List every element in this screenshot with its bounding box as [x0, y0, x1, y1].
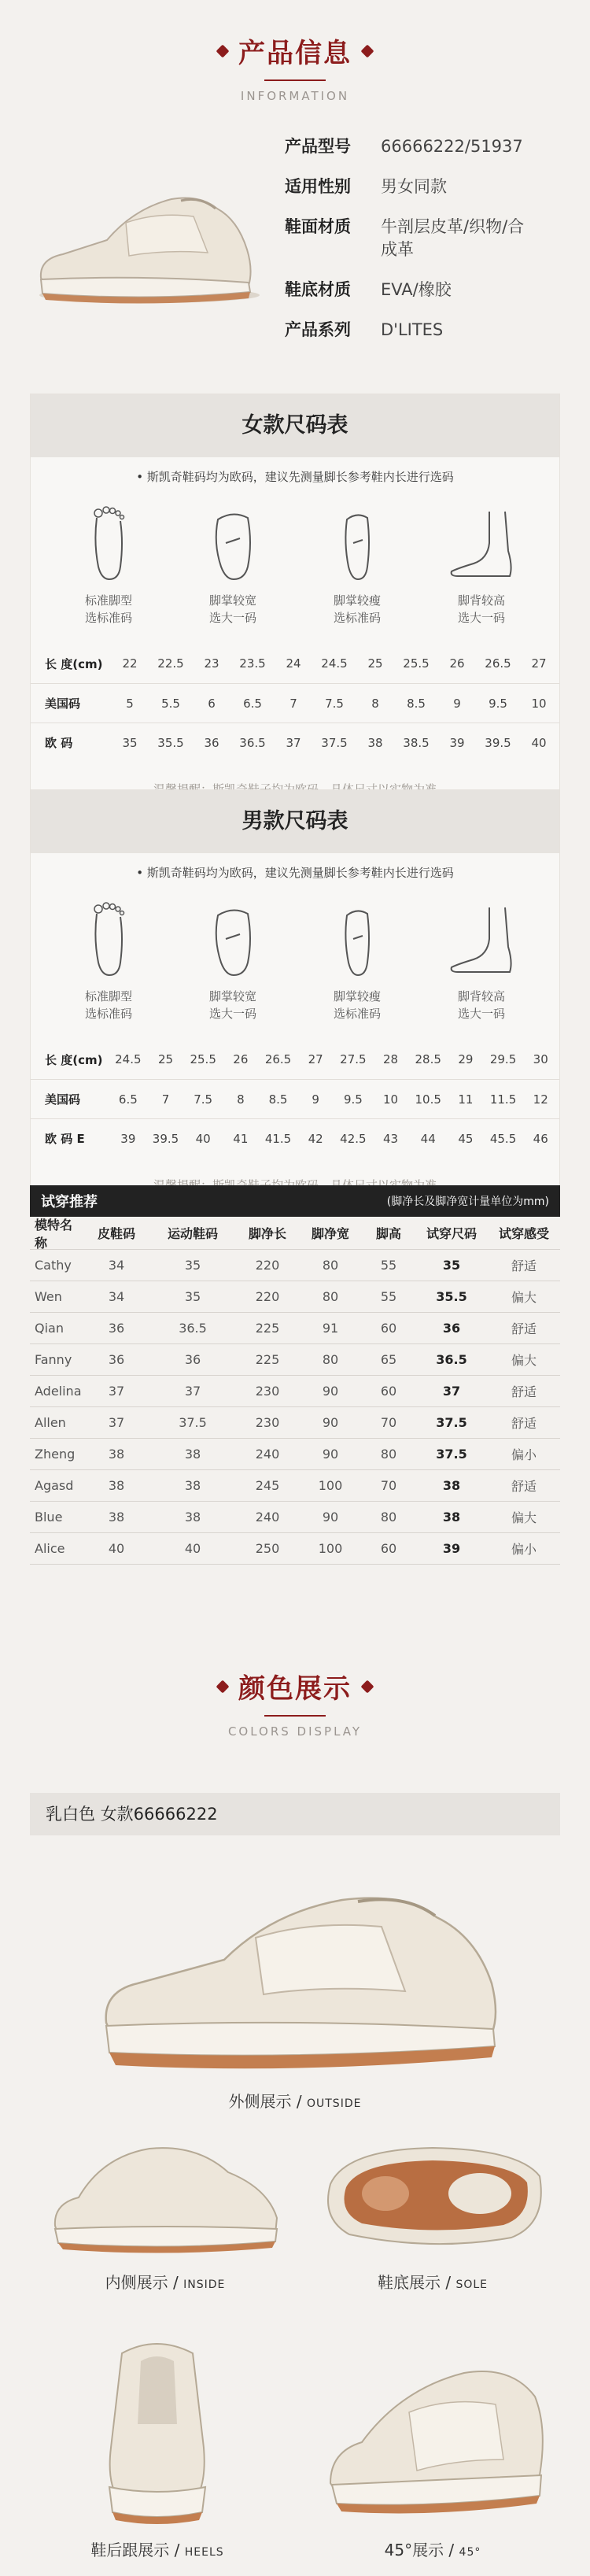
fitting-header: [30, 1185, 560, 1217]
table-row: [30, 1313, 560, 1344]
size-cell: 37: [286, 735, 301, 750]
size-cell: 39.5: [152, 1131, 179, 1146]
size-cell: 26: [233, 1052, 249, 1066]
view-caption: 内侧展示 /: [105, 2273, 184, 2292]
table-cell: 240: [255, 1510, 280, 1525]
table-cell: 245: [255, 1478, 280, 1493]
size-cell: 12: [533, 1092, 548, 1107]
men-size-panel: [30, 789, 560, 1214]
view-sole: [315, 2137, 551, 2293]
table-cell: 100: [318, 1478, 343, 1493]
table-cell: 35.5: [436, 1289, 467, 1304]
table-cell: 90: [322, 1447, 339, 1462]
size-cell: 7.5: [325, 696, 344, 711]
info-value: 牛剖层皮革/织物/合成革: [381, 217, 525, 259]
size-cell: 7.5: [194, 1092, 213, 1107]
product-info-table: [285, 135, 568, 359]
info-value: 66666222/51937: [381, 137, 523, 156]
size-cell: 27: [308, 1052, 323, 1066]
table-cell: 70: [380, 1478, 397, 1493]
table-cell: 225: [255, 1321, 280, 1336]
table-cell: 90: [322, 1384, 339, 1399]
table-cell: 37.5: [436, 1447, 467, 1462]
size-row-label: 欧 码 E: [45, 1132, 85, 1146]
size-cell: 24.5: [115, 1052, 142, 1066]
size-row-eu: [31, 723, 559, 762]
diamond-icon: [216, 44, 230, 57]
size-cell: 35: [122, 735, 138, 750]
size-cell: 26.5: [485, 656, 511, 671]
table-cell: 38: [108, 1447, 125, 1462]
table-cell: 55: [380, 1289, 397, 1304]
column-header: 试穿感受: [498, 1226, 549, 1241]
foot-high-arch-icon: [442, 900, 521, 978]
size-row-label: 长 度(cm): [45, 656, 103, 671]
table-cell: 35: [184, 1289, 201, 1304]
table-cell: 39: [442, 1541, 461, 1556]
size-cell: 42: [308, 1131, 323, 1146]
size-cell: 36: [204, 735, 219, 750]
table-cell: 36.5: [436, 1352, 467, 1367]
table-cell: 37: [108, 1415, 125, 1430]
size-cell: 40: [531, 735, 547, 750]
table-cell: 80: [322, 1258, 339, 1273]
size-cell: 30: [533, 1052, 548, 1066]
diamond-icon: [216, 1680, 230, 1693]
fitting-title: 试穿推荐: [41, 1194, 98, 1210]
size-row-length: [31, 1040, 559, 1079]
table-cell: 舒适: [511, 1416, 537, 1431]
size-cell: 8.5: [268, 1092, 288, 1107]
size-cell: 6: [208, 696, 216, 711]
diamond-icon: [361, 1680, 374, 1693]
table-cell: 37.5: [179, 1415, 207, 1430]
table-cell: 38: [184, 1510, 201, 1525]
size-row-us: [31, 683, 559, 723]
table-cell: 38: [184, 1478, 201, 1493]
size-row-label: 美国码: [45, 1092, 81, 1107]
size-cell: 44: [420, 1131, 436, 1146]
size-cell: 29.5: [489, 1052, 517, 1066]
table-cell: 225: [255, 1352, 280, 1367]
table-cell: 34: [108, 1258, 125, 1273]
size-cell: 5.5: [161, 696, 180, 711]
size-cell: 36.5: [239, 735, 266, 750]
size-cell: 41.5: [264, 1131, 292, 1146]
size-cell: 6.5: [118, 1092, 138, 1107]
size-cell: 7: [289, 696, 297, 711]
size-cell: 40: [195, 1131, 211, 1146]
table-cell: 37: [184, 1384, 201, 1399]
size-cell: 9: [312, 1092, 319, 1107]
table-row: [30, 1281, 560, 1313]
size-cell: 42.5: [340, 1131, 367, 1146]
table-cell: 偏大: [511, 1290, 537, 1305]
table-row: [30, 1439, 560, 1470]
foot-caption: 选大一码: [208, 1007, 256, 1021]
table-row: [30, 1533, 560, 1565]
table-cell: 60: [380, 1541, 397, 1556]
table-cell: Zheng: [35, 1447, 76, 1462]
view-caption-en: 45°: [459, 2546, 481, 2559]
foot-standard-icon: [81, 504, 136, 582]
info-value: D'LITES: [381, 320, 444, 339]
table-cell: 36: [442, 1321, 461, 1336]
table-cell: 37.5: [436, 1415, 467, 1430]
size-cell: 9.5: [489, 696, 507, 711]
size-cell: 25: [367, 656, 383, 671]
table-cell: 36: [184, 1352, 201, 1367]
table-cell: 240: [255, 1447, 280, 1462]
info-label: 产品型号: [285, 137, 351, 156]
table-cell: 35: [184, 1258, 201, 1273]
table-cell: 60: [380, 1384, 397, 1399]
size-cell: 28.5: [415, 1052, 441, 1066]
foot-wide-icon: [205, 504, 260, 582]
table-cell: Adelina: [35, 1384, 82, 1399]
shoe-sole-image: [315, 2137, 551, 2259]
size-cells: [109, 656, 559, 671]
size-row-length: [31, 644, 559, 683]
table-cell: 35: [442, 1258, 461, 1273]
table-cell: Wen: [35, 1289, 62, 1304]
size-cell: 8: [237, 1092, 245, 1107]
size-cell: 38.5: [403, 735, 430, 750]
info-row-model: [285, 135, 568, 158]
size-cell: 27.5: [340, 1052, 367, 1066]
info-value: 男女同款: [381, 177, 447, 196]
size-cell: 25.5: [403, 656, 430, 671]
size-cell: 25: [157, 1052, 174, 1066]
table-cell: 230: [255, 1415, 280, 1430]
size-cell: 45.5: [489, 1131, 517, 1146]
size-cell: 24.5: [321, 656, 348, 671]
size-row-eu: [31, 1118, 559, 1158]
foot-narrow-icon: [330, 504, 385, 582]
view-caption-en: SOLE: [455, 2278, 488, 2291]
table-cell: 80: [380, 1510, 397, 1525]
size-cells: [109, 697, 559, 711]
view-outside: [75, 1865, 515, 2112]
foot-caption: 脚掌较瘦: [333, 593, 381, 608]
table-cell: 舒适: [511, 1479, 537, 1494]
foot-types: [31, 485, 559, 626]
foot-caption: 脚掌较宽: [208, 989, 256, 1003]
table-cell: 250: [255, 1541, 280, 1556]
foot-narrow-icon: [330, 900, 385, 978]
size-cell: 5: [126, 696, 134, 711]
table-cell: 偏大: [511, 1510, 537, 1525]
foot-caption: 标准脚型: [84, 989, 132, 1003]
foot-types: [31, 881, 559, 1022]
size-cell: 26.5: [264, 1052, 292, 1066]
foot-caption: 脚背较高: [457, 593, 505, 608]
table-cell: 37: [108, 1384, 125, 1399]
table-row: [30, 1250, 560, 1281]
size-cell: 38: [367, 735, 383, 750]
table-cell: 40: [108, 1541, 125, 1556]
table-cell: Fanny: [35, 1352, 72, 1367]
size-cell: 23: [204, 656, 219, 671]
foot-caption: 选大一码: [208, 611, 256, 625]
size-note: • 斯凯奇鞋码均为欧码，建议先测量脚长参考鞋内长进行选码: [136, 470, 454, 484]
table-cell: 偏小: [511, 1542, 537, 1557]
table-cell: Alice: [35, 1541, 65, 1556]
table-cell: 70: [380, 1415, 397, 1430]
size-row-label: 欧 码: [45, 736, 73, 750]
table-cell: 80: [322, 1289, 339, 1304]
shoe-angle-image: [315, 2341, 551, 2526]
table-row: [30, 1344, 560, 1376]
size-cells: [109, 1132, 559, 1146]
size-row-label: 美国码: [45, 697, 81, 711]
table-cell: 91: [322, 1321, 339, 1336]
size-cell: 9.5: [343, 1092, 363, 1107]
table-cell: 34: [108, 1289, 125, 1304]
women-size-grid: [31, 644, 559, 762]
size-cell: 10: [531, 696, 547, 711]
color-title: 颜色展示: [238, 1673, 352, 1705]
size-row-label: 长 度(cm): [45, 1052, 103, 1067]
men-size-title: 男款尺码表: [31, 790, 559, 853]
table-cell: 38: [108, 1510, 125, 1525]
table-cell: Blue: [35, 1510, 63, 1525]
size-cells: [109, 1052, 559, 1066]
view-caption-en: INSIDE: [183, 2278, 226, 2291]
info-label: 产品系列: [285, 320, 351, 339]
table-cell: 偏大: [511, 1353, 537, 1368]
table-cell: 40: [184, 1541, 201, 1556]
size-note: • 斯凯奇鞋码均为欧码，建议先测量脚长参考鞋内长进行选码: [136, 866, 454, 880]
info-row-upper: [285, 216, 568, 261]
table-cell: 80: [322, 1352, 339, 1367]
size-cell: 25.5: [190, 1052, 216, 1066]
size-cell: 35.5: [157, 735, 184, 750]
shoe-inside-image: [47, 2125, 283, 2259]
size-cells: [109, 736, 559, 750]
size-cell: 28: [382, 1052, 399, 1066]
fitting-table: [30, 1185, 560, 1565]
size-cell: 23.5: [239, 656, 266, 671]
size-cell: 29: [458, 1052, 474, 1066]
table-row: [30, 1407, 560, 1439]
shoe-hero-image: [31, 177, 260, 311]
foot-caption: 选大一码: [457, 611, 505, 625]
info-label: 鞋面材质: [285, 217, 351, 236]
column-header: 脚净长: [248, 1226, 286, 1241]
info-row-gender: [285, 176, 568, 198]
size-cell: 11: [458, 1092, 474, 1107]
table-cell: 220: [255, 1289, 280, 1304]
table-cell: 65: [380, 1352, 397, 1367]
size-cell: 45: [458, 1131, 474, 1146]
size-cell: 24: [286, 656, 301, 671]
table-cell: Agasd: [35, 1478, 74, 1493]
men-size-grid: [31, 1040, 559, 1158]
shoe-heels-image: [75, 2330, 240, 2526]
column-header: 试穿尺码: [426, 1226, 477, 1241]
foot-caption: 选标准码: [84, 611, 132, 625]
size-cells: [109, 1092, 559, 1107]
title-divider: [264, 1715, 326, 1717]
table-cell: 舒适: [511, 1321, 537, 1336]
foot-type-narrow: [302, 900, 412, 1022]
size-cell: 8: [371, 696, 379, 711]
size-cell: 27: [531, 656, 547, 671]
table-cell: 37: [442, 1384, 461, 1399]
size-cell: 26: [449, 656, 465, 671]
table-cell: 60: [380, 1321, 397, 1336]
table-cell: Allen: [35, 1415, 66, 1430]
foot-type-standard: [53, 504, 164, 626]
foot-wide-icon: [205, 900, 260, 978]
size-cell: 43: [382, 1131, 399, 1146]
table-cell: 100: [318, 1541, 343, 1556]
fitting-note: (脚净长及脚净宽计量单位为mm): [386, 1196, 549, 1208]
table-cell: 舒适: [511, 1384, 537, 1399]
size-cell: 11.5: [489, 1092, 517, 1107]
size-cell: 10.5: [415, 1092, 441, 1107]
fitting-rows: [30, 1250, 560, 1565]
foot-caption: 选标准码: [333, 1007, 381, 1021]
foot-caption: 脚背较高: [457, 989, 505, 1003]
foot-caption: 脚掌较宽: [208, 593, 256, 608]
info-value: EVA/橡胶: [381, 280, 452, 299]
size-cell: 7: [161, 1092, 170, 1107]
fitting-columns: [30, 1217, 560, 1250]
table-cell: 90: [322, 1510, 339, 1525]
info-row-series: [285, 319, 568, 342]
shoe-outside-image: [75, 1865, 515, 2078]
foot-type-high-arch: [426, 900, 537, 1022]
table-cell: Qian: [35, 1321, 64, 1336]
table-row: [30, 1376, 560, 1407]
view-caption: 45°展示 /: [384, 2541, 459, 2559]
info-label: 适用性别: [285, 177, 351, 196]
color-section-title: [0, 1667, 590, 1739]
info-label: 鞋底材质: [285, 280, 351, 299]
size-cell: 41: [233, 1131, 249, 1146]
size-cell: 9: [453, 696, 461, 711]
size-cell: 39: [120, 1131, 136, 1146]
view-angle: [315, 2341, 551, 2560]
foot-type-wide: [178, 504, 288, 626]
info-row-sole: [285, 279, 568, 301]
table-cell: 36: [108, 1352, 125, 1367]
size-cell: 22: [122, 656, 138, 671]
foot-standard-icon: [81, 900, 136, 978]
women-size-title: 女款尺码表: [31, 394, 559, 457]
table-cell: 55: [380, 1258, 397, 1273]
foot-type-wide: [178, 900, 288, 1022]
table-cell: 38: [108, 1478, 125, 1493]
color-subtitle: COLORS DISPLAY: [227, 1724, 363, 1739]
table-cell: 230: [255, 1384, 280, 1399]
size-cell: 39: [449, 735, 465, 750]
table-cell: 36.5: [179, 1321, 207, 1336]
table-cell: Cathy: [35, 1258, 72, 1273]
column-header: 模特名称: [35, 1217, 73, 1251]
view-caption: 鞋底展示 /: [377, 2273, 456, 2292]
info-subtitle: INFORMATION: [240, 89, 350, 103]
size-cell: 6.5: [243, 696, 262, 711]
size-cell: 39.5: [485, 735, 511, 750]
foot-caption: 选标准码: [333, 611, 381, 625]
foot-type-narrow: [302, 504, 412, 626]
column-header: 脚净宽: [311, 1226, 349, 1241]
table-row: [30, 1470, 560, 1502]
table-cell: 38: [184, 1447, 201, 1462]
column-header: 运动鞋码: [167, 1226, 218, 1241]
table-cell: 38: [442, 1510, 461, 1525]
info-section-title: [0, 31, 590, 103]
view-caption-en: OUTSIDE: [306, 2097, 362, 2110]
size-cell: 8.5: [407, 696, 426, 711]
foot-caption: 标准脚型: [84, 593, 132, 608]
size-cell: 22.5: [157, 656, 184, 671]
women-size-panel: [30, 394, 560, 819]
column-header: 皮鞋码: [97, 1226, 135, 1241]
foot-high-arch-icon: [442, 504, 521, 582]
view-inside: [47, 2125, 283, 2293]
color-variant-label: 乳白色 女款66666222: [30, 1793, 560, 1835]
table-cell: 80: [380, 1447, 397, 1462]
table-cell: 38: [442, 1478, 461, 1493]
view-caption: 外侧展示 /: [228, 2092, 307, 2111]
table-cell: 220: [255, 1258, 280, 1273]
view-caption-en: HEELS: [184, 2546, 224, 2559]
foot-caption: 选大一码: [457, 1007, 505, 1021]
table-row: [30, 1502, 560, 1533]
info-title: 产品信息: [238, 38, 352, 69]
foot-type-standard: [53, 900, 164, 1022]
size-cell: 10: [382, 1092, 399, 1107]
diamond-icon: [361, 44, 374, 57]
foot-caption: 脚掌较瘦: [333, 989, 381, 1003]
size-cell: 46: [533, 1131, 548, 1146]
foot-type-high-arch: [426, 504, 537, 626]
table-cell: 舒适: [511, 1258, 537, 1273]
column-header: 脚高: [375, 1226, 401, 1241]
title-divider: [264, 79, 326, 81]
size-row-us: [31, 1079, 559, 1118]
size-cell: 37.5: [321, 735, 348, 750]
table-cell: 偏小: [511, 1447, 537, 1462]
view-heels: [75, 2330, 240, 2560]
table-cell: 36: [108, 1321, 125, 1336]
foot-caption: 选标准码: [84, 1007, 132, 1021]
view-caption: 鞋后跟展示 /: [90, 2541, 185, 2559]
table-cell: 90: [322, 1415, 339, 1430]
